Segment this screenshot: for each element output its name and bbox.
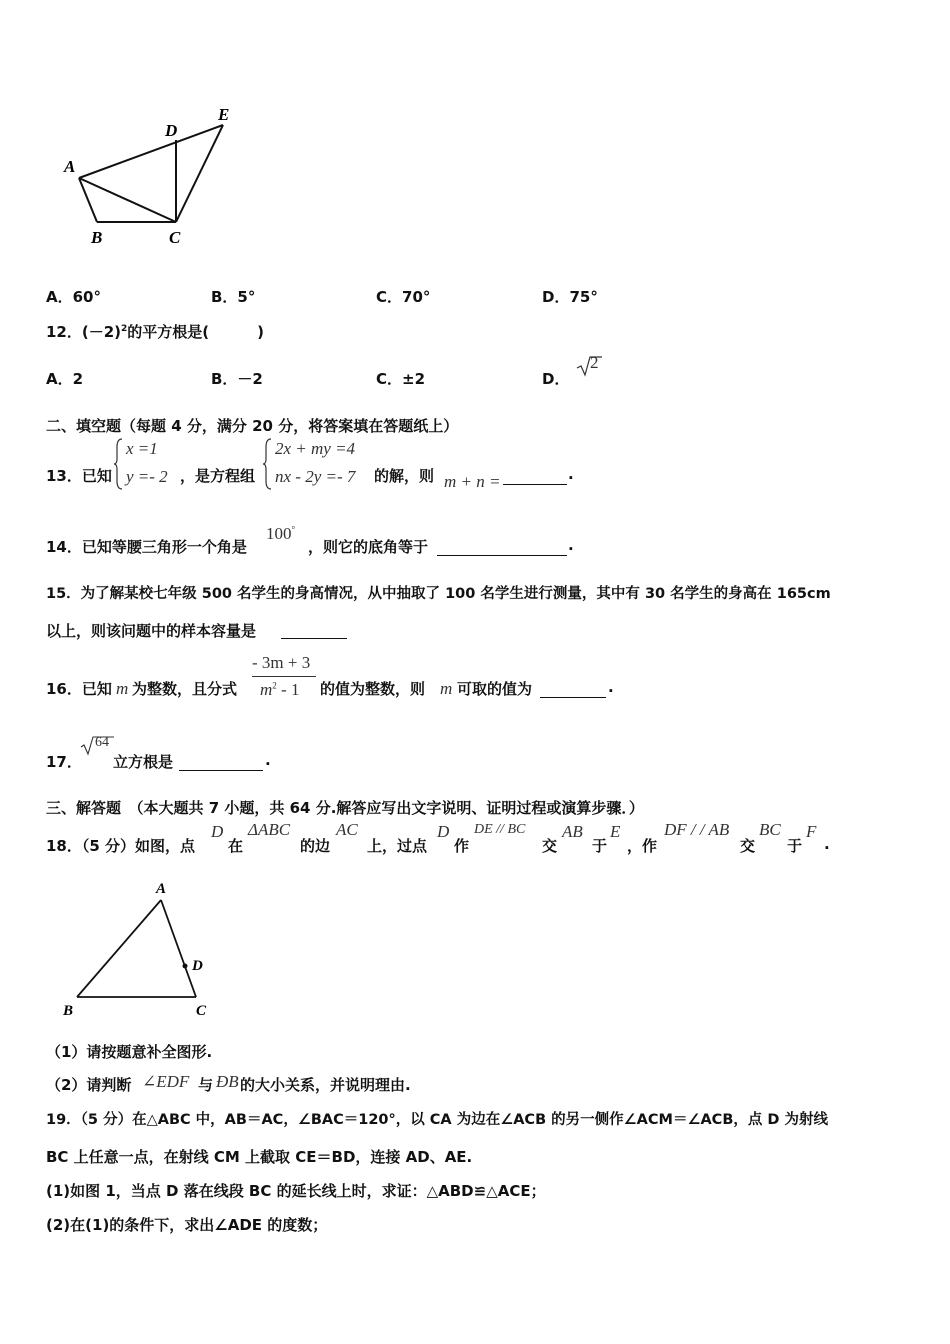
q18-de-parallel-bc: DE // BC bbox=[474, 822, 526, 837]
q18-angle-b: ÐB bbox=[216, 1072, 239, 1091]
q11-option-d: D．75° bbox=[542, 288, 598, 306]
q18-part-2-tail: 的大小关系，并说明理由. bbox=[240, 1076, 411, 1094]
q18-text-6: 交 bbox=[542, 837, 558, 855]
point-label-c: C bbox=[196, 1003, 207, 1019]
q16-fraction-numerator: - 3m + 3 bbox=[252, 653, 311, 672]
figure-triangle-abc bbox=[55, 875, 225, 1025]
q11-option-a: A．60° bbox=[46, 288, 101, 306]
q18-part-2-lead: （2）请判断 bbox=[46, 1076, 132, 1094]
q12-option-c: C．±2 bbox=[376, 370, 426, 388]
q16-end: . bbox=[608, 678, 614, 696]
q12-option-d-sqrt: 2 bbox=[576, 354, 611, 378]
q19-part-1: (1)如图 1，当点 D 落在线段 BC 的延长线上时，求证：△ABD≌△ACE； bbox=[46, 1182, 546, 1200]
q18-f: F bbox=[806, 822, 817, 841]
q18-part-1: （1）请按题意补全图形. bbox=[46, 1043, 213, 1061]
point-label-c: C bbox=[169, 228, 181, 247]
q12-option-d: D． bbox=[542, 370, 570, 388]
q18-df-parallel-ab: DF / / AB bbox=[664, 820, 730, 839]
q18-text-9: 交 bbox=[740, 837, 756, 855]
q18-text-3: 的边 bbox=[300, 837, 331, 855]
q17-number: 17． bbox=[46, 753, 82, 771]
q16-tail-2: 可取的值为 bbox=[457, 680, 533, 698]
q16-var-m-2: m bbox=[440, 679, 453, 698]
q16-var-m: m bbox=[116, 679, 129, 698]
q15-line1: 15．为了解某校七年级 500 名学生的身高情况，从中抽取了 100 名学生进行测量，其中有 30 名学生的身高在 165cm bbox=[46, 586, 831, 602]
q11-option-b: B．5° bbox=[211, 288, 256, 306]
q13-answer-blank[interactable] bbox=[503, 466, 567, 485]
point-label-e: E bbox=[218, 105, 230, 124]
q19-line-2: BC 上任意一点，在射线 CM 上截取 CE＝BD，连接 AD、AE. bbox=[46, 1148, 473, 1166]
q17-end: . bbox=[265, 751, 271, 769]
q12-option-a: A．2 bbox=[46, 370, 84, 388]
q16-lead: 16．已知 bbox=[46, 680, 112, 698]
q18-text-4: 上，过点 bbox=[367, 837, 428, 855]
q18-d-2: D bbox=[437, 822, 450, 841]
q18-triangle-abc: ΔABC bbox=[248, 820, 291, 839]
point-label-a: A bbox=[156, 881, 167, 897]
q18-text-8: ，作 bbox=[627, 837, 658, 855]
q14-angle: 100° bbox=[266, 524, 296, 543]
q18-text-10: 于 bbox=[787, 837, 803, 855]
q13-sys2-line2: nx - 2y =- 7 bbox=[275, 467, 356, 486]
q18-ab: AB bbox=[562, 822, 583, 841]
q13-brace-1 bbox=[114, 437, 124, 491]
point-label-b: B bbox=[91, 228, 103, 247]
q18-text-2: 在 bbox=[228, 837, 244, 855]
figure-quadrilateral bbox=[55, 100, 245, 250]
q18-e: E bbox=[610, 822, 621, 841]
q19-part-2: (2)在(1)的条件下，求出∠ADE 的度数； bbox=[46, 1216, 328, 1234]
q18-part-2-and: 与 bbox=[198, 1076, 214, 1094]
q13-sys1-line2: y =- 2 bbox=[126, 467, 168, 486]
q16-fraction-denominator: $m^2 - 1$ bbox=[260, 680, 300, 699]
q16-mid: 为整数，且分式 bbox=[132, 680, 238, 698]
q16-fraction-bar bbox=[252, 676, 316, 677]
q11-option-c: C．70° bbox=[376, 288, 431, 306]
q13-sys1-line1: x =1 bbox=[126, 439, 158, 458]
q18-ac: AC bbox=[336, 820, 358, 839]
point-label-a: A bbox=[64, 157, 76, 176]
q14-tail: ，则它的底角等于 bbox=[308, 538, 429, 556]
q18-text-1: 18．（5 分）如图，点 bbox=[46, 837, 196, 855]
q16-answer-blank[interactable] bbox=[540, 679, 606, 698]
q17-answer-blank[interactable] bbox=[179, 752, 263, 771]
q12-option-b: B．－2 bbox=[211, 370, 263, 388]
q17-tail: 立方根是 bbox=[113, 753, 174, 771]
q18-text-11: . bbox=[824, 835, 830, 853]
point-label-b: B bbox=[63, 1003, 74, 1019]
q15-line2: 以上，则该问题中的样本容量是 bbox=[46, 622, 257, 640]
q18-bc: BC bbox=[759, 820, 781, 839]
q17-sqrt: 64 bbox=[80, 734, 128, 756]
q12-stem: 12．$(-2)^2$的平方根是( ) bbox=[46, 323, 265, 341]
q15-answer-blank[interactable] bbox=[281, 620, 347, 639]
q18-text-5: 作 bbox=[454, 837, 470, 855]
q14-end: . bbox=[568, 536, 574, 554]
point-label-d: D bbox=[192, 958, 203, 974]
q13-lead: 13．已知 bbox=[46, 467, 112, 485]
point-label-d: D bbox=[165, 121, 178, 140]
q13-end: . bbox=[568, 465, 574, 483]
q14-lead: 14．已知等腰三角形一个角是 bbox=[46, 538, 247, 556]
q13-mid: ，是方程组 bbox=[180, 467, 256, 485]
q18-text-7: 于 bbox=[592, 837, 608, 855]
q13-expr: m + n = bbox=[444, 472, 501, 491]
section-3-title: 三、解答题 （本大题共 7 小题，共 64 分.解答应写出文字说明、证明过程或演算步骤．） bbox=[46, 799, 644, 817]
q16-tail: 的值为整数，则 bbox=[320, 680, 426, 698]
q18-angle-edf: ∠EDF bbox=[142, 1072, 190, 1091]
section-2-title: 二、填空题（每题 4 分，满分 20 分，将答案填在答题纸上） bbox=[46, 417, 459, 435]
q13-tail: 的解，则 bbox=[374, 467, 435, 485]
q13-brace-2 bbox=[263, 437, 273, 491]
q13-sys2-line1: 2x + my =4 bbox=[275, 439, 356, 458]
q14-answer-blank[interactable] bbox=[437, 537, 567, 556]
q18-d: D bbox=[211, 822, 224, 841]
q19-line-1: 19．（5 分）在△ABC 中，AB＝AC，∠BAC＝120°，以 CA 为边在∠ACB 的另一侧作∠ACM＝∠ACB，点 D 为射线 bbox=[46, 1112, 829, 1128]
